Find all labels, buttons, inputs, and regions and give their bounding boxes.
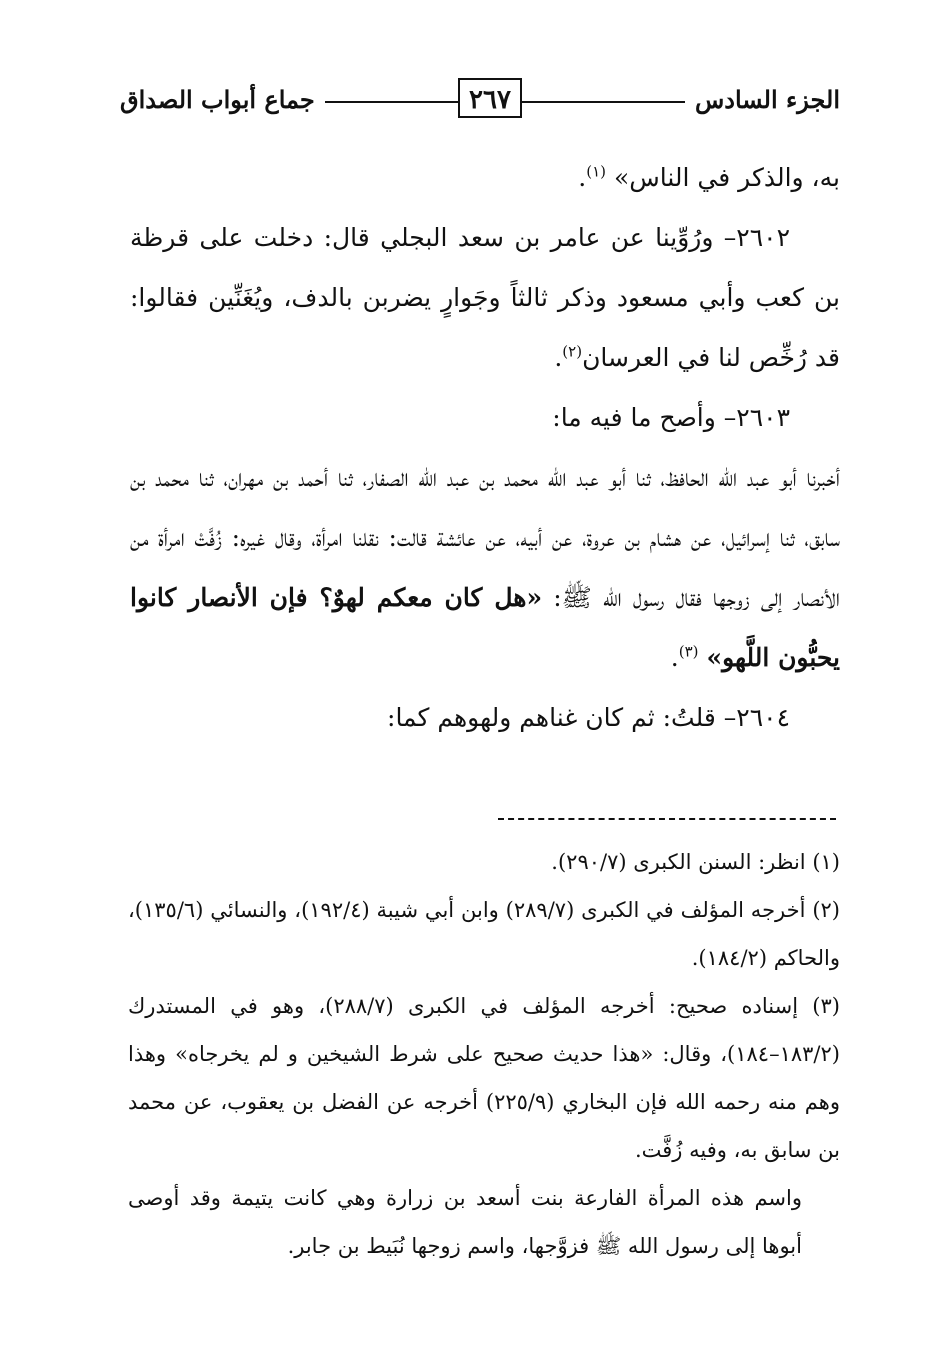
footnote-3: (٣) إسناده صحيح: أخرجه المؤلف في الكبرى (٢٨٨/٧)، وهو في المستدرك (١٨٣/٢–١٨٤)، وقال: «هذا حديث صحيح على شرط الشيخين و لم يخرجاه» وهذا وهم منه رحمه الله فإن البخاري (٢٢٥/٩) أخرجه عن الفضل بن يعقوب، عن محمد بن سابق به، وفيه زُفَّت. xyxy=(128,994,840,1162)
footnote-ref: (١) xyxy=(586,162,606,181)
page-header xyxy=(120,74,840,126)
main-text xyxy=(130,148,840,748)
footnote-ref: (٣) xyxy=(678,642,699,661)
paragraph-text: أخبرنا أبو عبد الله الحافظ، ثنا أبو عبد الله محمد بن عبد الله الصفار، ثنا أحمد بن مهران، ثنا محمد بن سابق، ثنا إسرائيل، عن هشام بن عروة، عن أبيه، عن عائشة قالت: نقلنا امرأة، وقال غيره: زُفَّتْ امرأة من الأنصار إلى زوجها فقال رسول الله ﷺ: xyxy=(130,463,840,612)
footnotes xyxy=(128,838,840,1270)
period: . xyxy=(670,643,679,672)
running-head-chapter: جماع أبواب الصداق xyxy=(120,80,325,120)
hadith-2603: ٢٦٠٣– وأصح ما فيه ما: xyxy=(552,403,790,432)
paragraph-text: به، والذكر في الناس» xyxy=(613,163,840,192)
footnote-separator xyxy=(498,818,836,820)
isnad-paragraph xyxy=(130,448,840,688)
paragraph-continuation xyxy=(130,148,840,208)
hadith-2602 xyxy=(130,208,840,388)
page-number: ٢٦٧ xyxy=(458,78,522,118)
prophetic-quote: «هل كان معكم لهوٌ؟ فإن الأنصار كانوا يحبُّون اللَّهو» xyxy=(130,583,840,672)
paragraph-text: ٢٦٠٢– ورُوِّينا عن عامر بن سعد البجلي قال: دخلت على قرظة بن كعب وأبي مسعود وذكر ثالثاً وجَوارٍ يضربن بالدف، ويُغَنِّين فقالوا: قد رُخِّص لنا في العرسان xyxy=(130,223,840,372)
hadith-2604: ٢٦٠٤– قلتُ: ثم كان غناهم ولهوهم كما: xyxy=(387,703,790,732)
footnote-3-continuation: واسم هذه المرأة الفارعة بنت أسعد بن زرارة وهي كانت يتيمة وقد أوصى أبوها إلى رسول الله ﷺ فزوَّجها، واسم زوجها نُبَيط بن جابر. xyxy=(128,1186,802,1258)
period: . xyxy=(554,343,563,372)
footnote-2: (٢) أخرجه المؤلف في الكبرى (٢٨٩/٧) وابن أبي شيبة (١٩٢/٤)، والنسائي (١٣٥/٦)، والحاكم (١٨٤/٢). xyxy=(128,898,840,970)
footnote-ref: (٢) xyxy=(562,342,583,361)
footnote-1: (١) انظر: السنن الكبرى (٢٩٠/٧). xyxy=(551,850,840,874)
running-head-part: الجزء السادس xyxy=(685,80,840,120)
period: . xyxy=(578,163,587,192)
